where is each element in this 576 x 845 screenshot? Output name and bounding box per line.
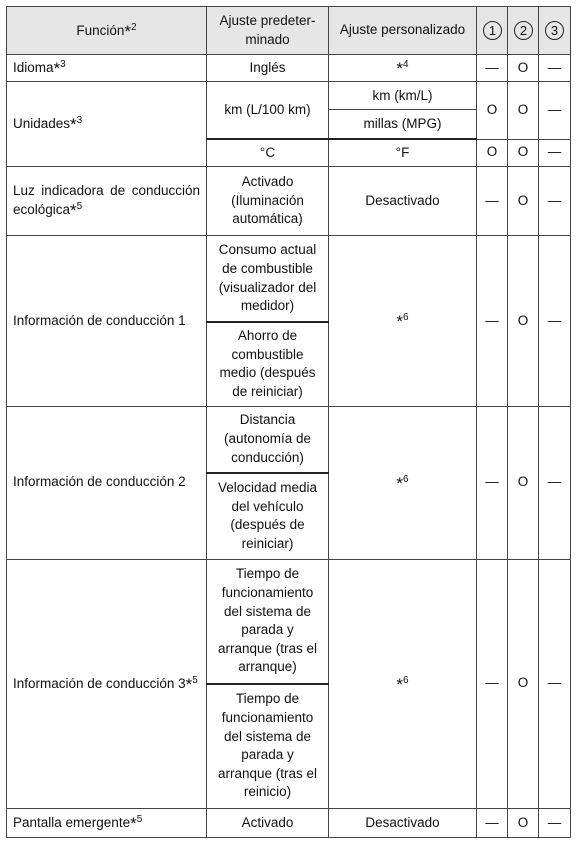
cell-mark: O (508, 166, 539, 235)
custom-unidades-millas: millas (MPG) (329, 110, 477, 139)
note-star: * (124, 21, 132, 41)
custom-info1: *$^6$ (329, 236, 477, 407)
custom-unidades-temp: °F (329, 139, 477, 166)
cell-mark: O (508, 55, 539, 82)
default-info3-a: Tiempo de funcionamiento del sistema de parada y arranque (tras el arranque) (207, 559, 329, 684)
cell-dash: — (477, 166, 508, 235)
label-pantalla: Pantalla emergente*$^5$ (7, 808, 207, 837)
default-idioma: Inglés (207, 55, 329, 82)
header-col-2 (508, 7, 539, 55)
cell-dash: — (539, 559, 571, 808)
cell-dash: — (539, 55, 571, 82)
cell-mark: O (477, 82, 508, 139)
cell-dash: — (539, 139, 571, 166)
cell-dash: — (477, 808, 508, 837)
label-luz: Luz indicadora de conducción ecológica*$^5$ (7, 166, 207, 235)
cell-mark: O (508, 559, 539, 808)
header-ajuste-personalizado: Ajuste personalizado (329, 7, 477, 55)
default-luz: Activado (Iluminación automática) (207, 166, 329, 235)
circled-number-2: 2 (514, 21, 533, 40)
cell-dash: — (477, 236, 508, 407)
cell-dash: — (539, 82, 571, 139)
default-info1-b: Ahorro de combustible medio (después de reiniciar) (207, 322, 329, 406)
row-idioma (7, 55, 571, 82)
cell-dash: — (539, 236, 571, 407)
row-unidades-1 (7, 82, 571, 110)
custom-pantalla: Desactivado (329, 808, 477, 837)
label-unidades: Unidades*$^3$ (7, 82, 207, 166)
cell-mark: O (508, 139, 539, 166)
circled-number-3: 3 (545, 21, 564, 40)
default-info1-a: Consumo actual de combustible (visualizador del medidor) (207, 236, 329, 322)
default-unidades-temp: °C (207, 139, 329, 166)
custom-luz: Desactivado (329, 166, 477, 235)
cell-dash: — (539, 166, 571, 235)
row-info1-a (7, 236, 571, 322)
label-info2: Información de conducción 2 (7, 406, 207, 559)
custom-info2: *$^6$ (329, 406, 477, 559)
header-funcion: Función*$^2$ (7, 7, 207, 55)
note-ref: 2 (131, 21, 137, 33)
row-info3-a (7, 559, 571, 684)
cell-mark: O (508, 406, 539, 559)
custom-info3: *$^6$ (329, 559, 477, 808)
default-info2-a: Distancia (autonomía de conducción) (207, 406, 329, 472)
cell-mark: O (508, 82, 539, 139)
cell-dash: — (539, 808, 571, 837)
header-col-3 (539, 7, 571, 55)
header-col-1 (477, 7, 508, 55)
cell-dash: — (539, 406, 571, 559)
circled-number-1: 1 (483, 21, 502, 40)
row-luz (7, 166, 571, 235)
label-info3: Información de conducción 3*$^5$ (7, 559, 207, 808)
cell-dash: — (477, 406, 508, 559)
default-info3-b: Tiempo de funcionamiento del sistema de parada y arranque (tras el reinicio) (207, 684, 329, 809)
row-info2-a (7, 406, 571, 472)
cell-dash: — (477, 559, 508, 808)
cell-mark: O (508, 236, 539, 407)
label-idioma: Idioma*$^3$ (7, 55, 207, 82)
cell-dash: — (477, 55, 508, 82)
custom-idioma: *$^4$ (329, 55, 477, 82)
cell-mark: O (477, 139, 508, 166)
label-info1: Información de conducción 1 (7, 236, 207, 407)
row-pantalla (7, 808, 571, 837)
default-pantalla: Activado (207, 808, 329, 837)
header-row (7, 7, 571, 55)
default-unidades-distancia: km (L/100 km) (207, 82, 329, 139)
settings-table (6, 6, 571, 838)
custom-unidades-kmkml: km (km/L) (329, 82, 477, 110)
default-info2-b: Velocidad media del vehículo (después de reiniciar) (207, 473, 329, 559)
header-ajuste-predeterminado: Ajuste predeter-minado (207, 7, 329, 55)
cell-mark: O (508, 808, 539, 837)
